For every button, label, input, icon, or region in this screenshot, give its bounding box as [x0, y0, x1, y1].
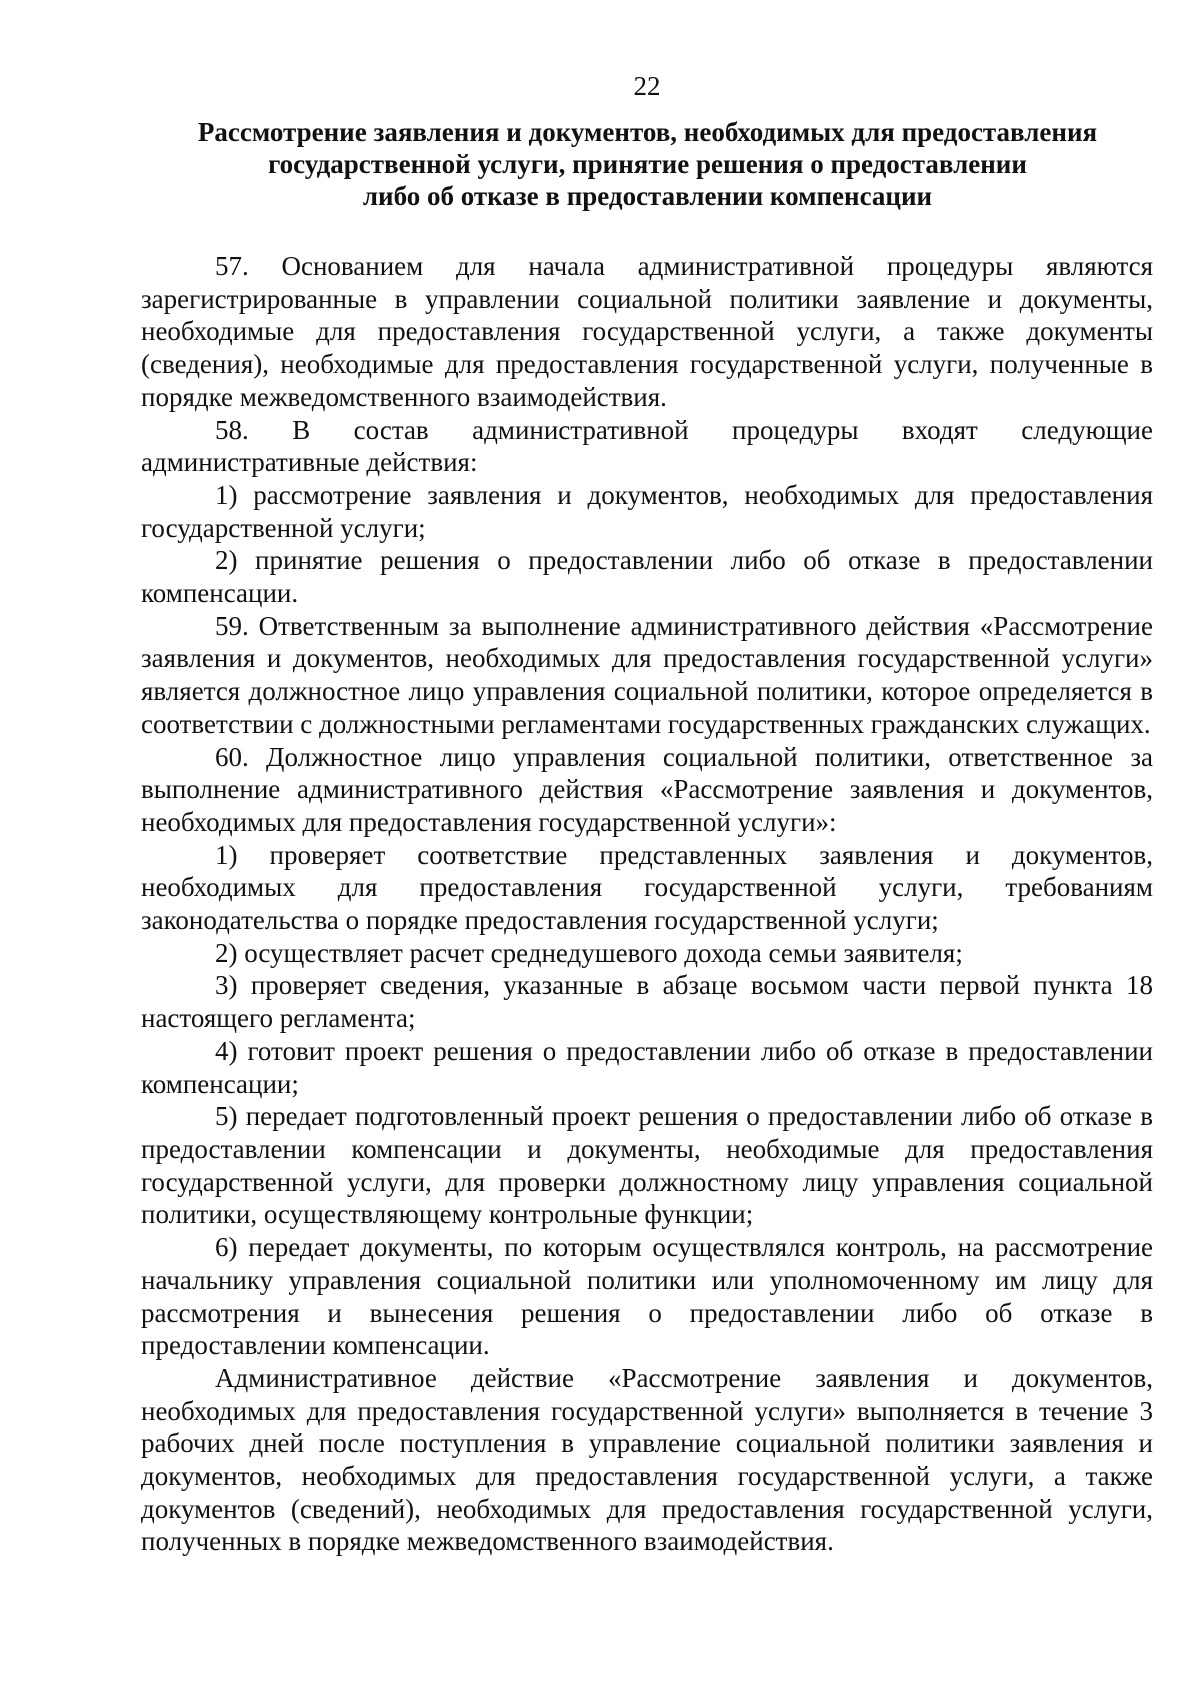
paragraph-60-item-4: 4) готовит проект решения о предоставлении либо об отказе в предоставлении компенсации;	[141, 1035, 1153, 1099]
paragraph-deadline: Административное действие «Рассмотрение заявления и документов, необходимых для предоставления государственной услуги» выполняется в течение 3 рабочих дней после поступления в управление социальной политики заявления и документов, необходимых для предоставления государственной услуги, а также документов (сведений), необходимых для предоставления государственной услуги, полученных в порядке межведомственного взаимодействия.	[141, 1362, 1153, 1557]
section-heading	[140, 116, 1155, 212]
paragraph-57: 57. Основанием для начала административной процедуры являются зарегистрированные в управлении социальной политики заявление и документы, необходимые для предоставления государственной услуги, а также документы (сведения), необходимые для предоставления государственной услуги, полученные в порядке межведомственного взаимодействия.	[141, 251, 1153, 412]
page-number: 22	[633, 71, 661, 101]
paragraph-60-item-1: 1) проверяет соответствие представленных заявления и документов, необходимых для предоставления государственной услуги, требованиям законодательства о порядке предоставления государственной услуги;	[141, 839, 1153, 936]
paragraph-58: 58. В состав административной процедуры входят следующие административные действия:	[141, 414, 1153, 478]
paragraph-60-item-3: 3) проверяет сведения, указанные в абзаце восьмом части первой пункта 18 настоящего регламента;	[141, 970, 1153, 1034]
section-heading-line-2: государственной услуги, принятие решения о предоставлении	[268, 149, 1027, 179]
document-body	[141, 250, 1153, 1558]
paragraph-58-item-1: 1) рассмотрение заявления и документов, необходимых для предоставления государственной услуги;	[141, 479, 1153, 543]
paragraph-59: 59. Ответственным за выполнение административного действия «Рассмотрение заявления и документов, необходимых для предоставления государственной услуги» является должностное лицо управления социальной политики, которое определяется в соответствии с должностными регламентами государственных гражданских служащих.	[141, 610, 1153, 739]
section-heading-line-3: либо об отказе в предоставлении компенсации	[362, 181, 933, 211]
paragraph-60-item-2: 2) осуществляет расчет среднедушевого дохода семьи заявителя;	[215, 937, 963, 968]
paragraph-60-item-5: 5) передает подготовленный проект решения о предоставлении либо об отказе в предоставлении компенсации и документы, необходимые для предоставления государственной услуги, для проверки должностному лицу управления социальной политики, осуществляющему контрольные функции;	[141, 1101, 1153, 1230]
paragraph-60-item-6: 6) передает документы, по которым осуществлялся контроль, на рассмотрение начальнику управления социальной политики или уполномоченному им лицу для рассмотрения и вынесения решения о предоставлении либо об отказе в предоставлении компенсации.	[141, 1232, 1153, 1361]
paragraph-60: 60. Должностное лицо управления социальной политики, ответственное за выполнение административного действия «Рассмотрение заявления и документов, необходимых для предоставления государственной услуги»:	[141, 741, 1153, 837]
section-heading-line-1: Рассмотрение заявления и документов, необходимых для предоставления	[197, 117, 1098, 147]
paragraph-58-item-2: 2) принятие решения о предоставлении либо об отказе в предоставлении компенсации.	[141, 545, 1153, 609]
